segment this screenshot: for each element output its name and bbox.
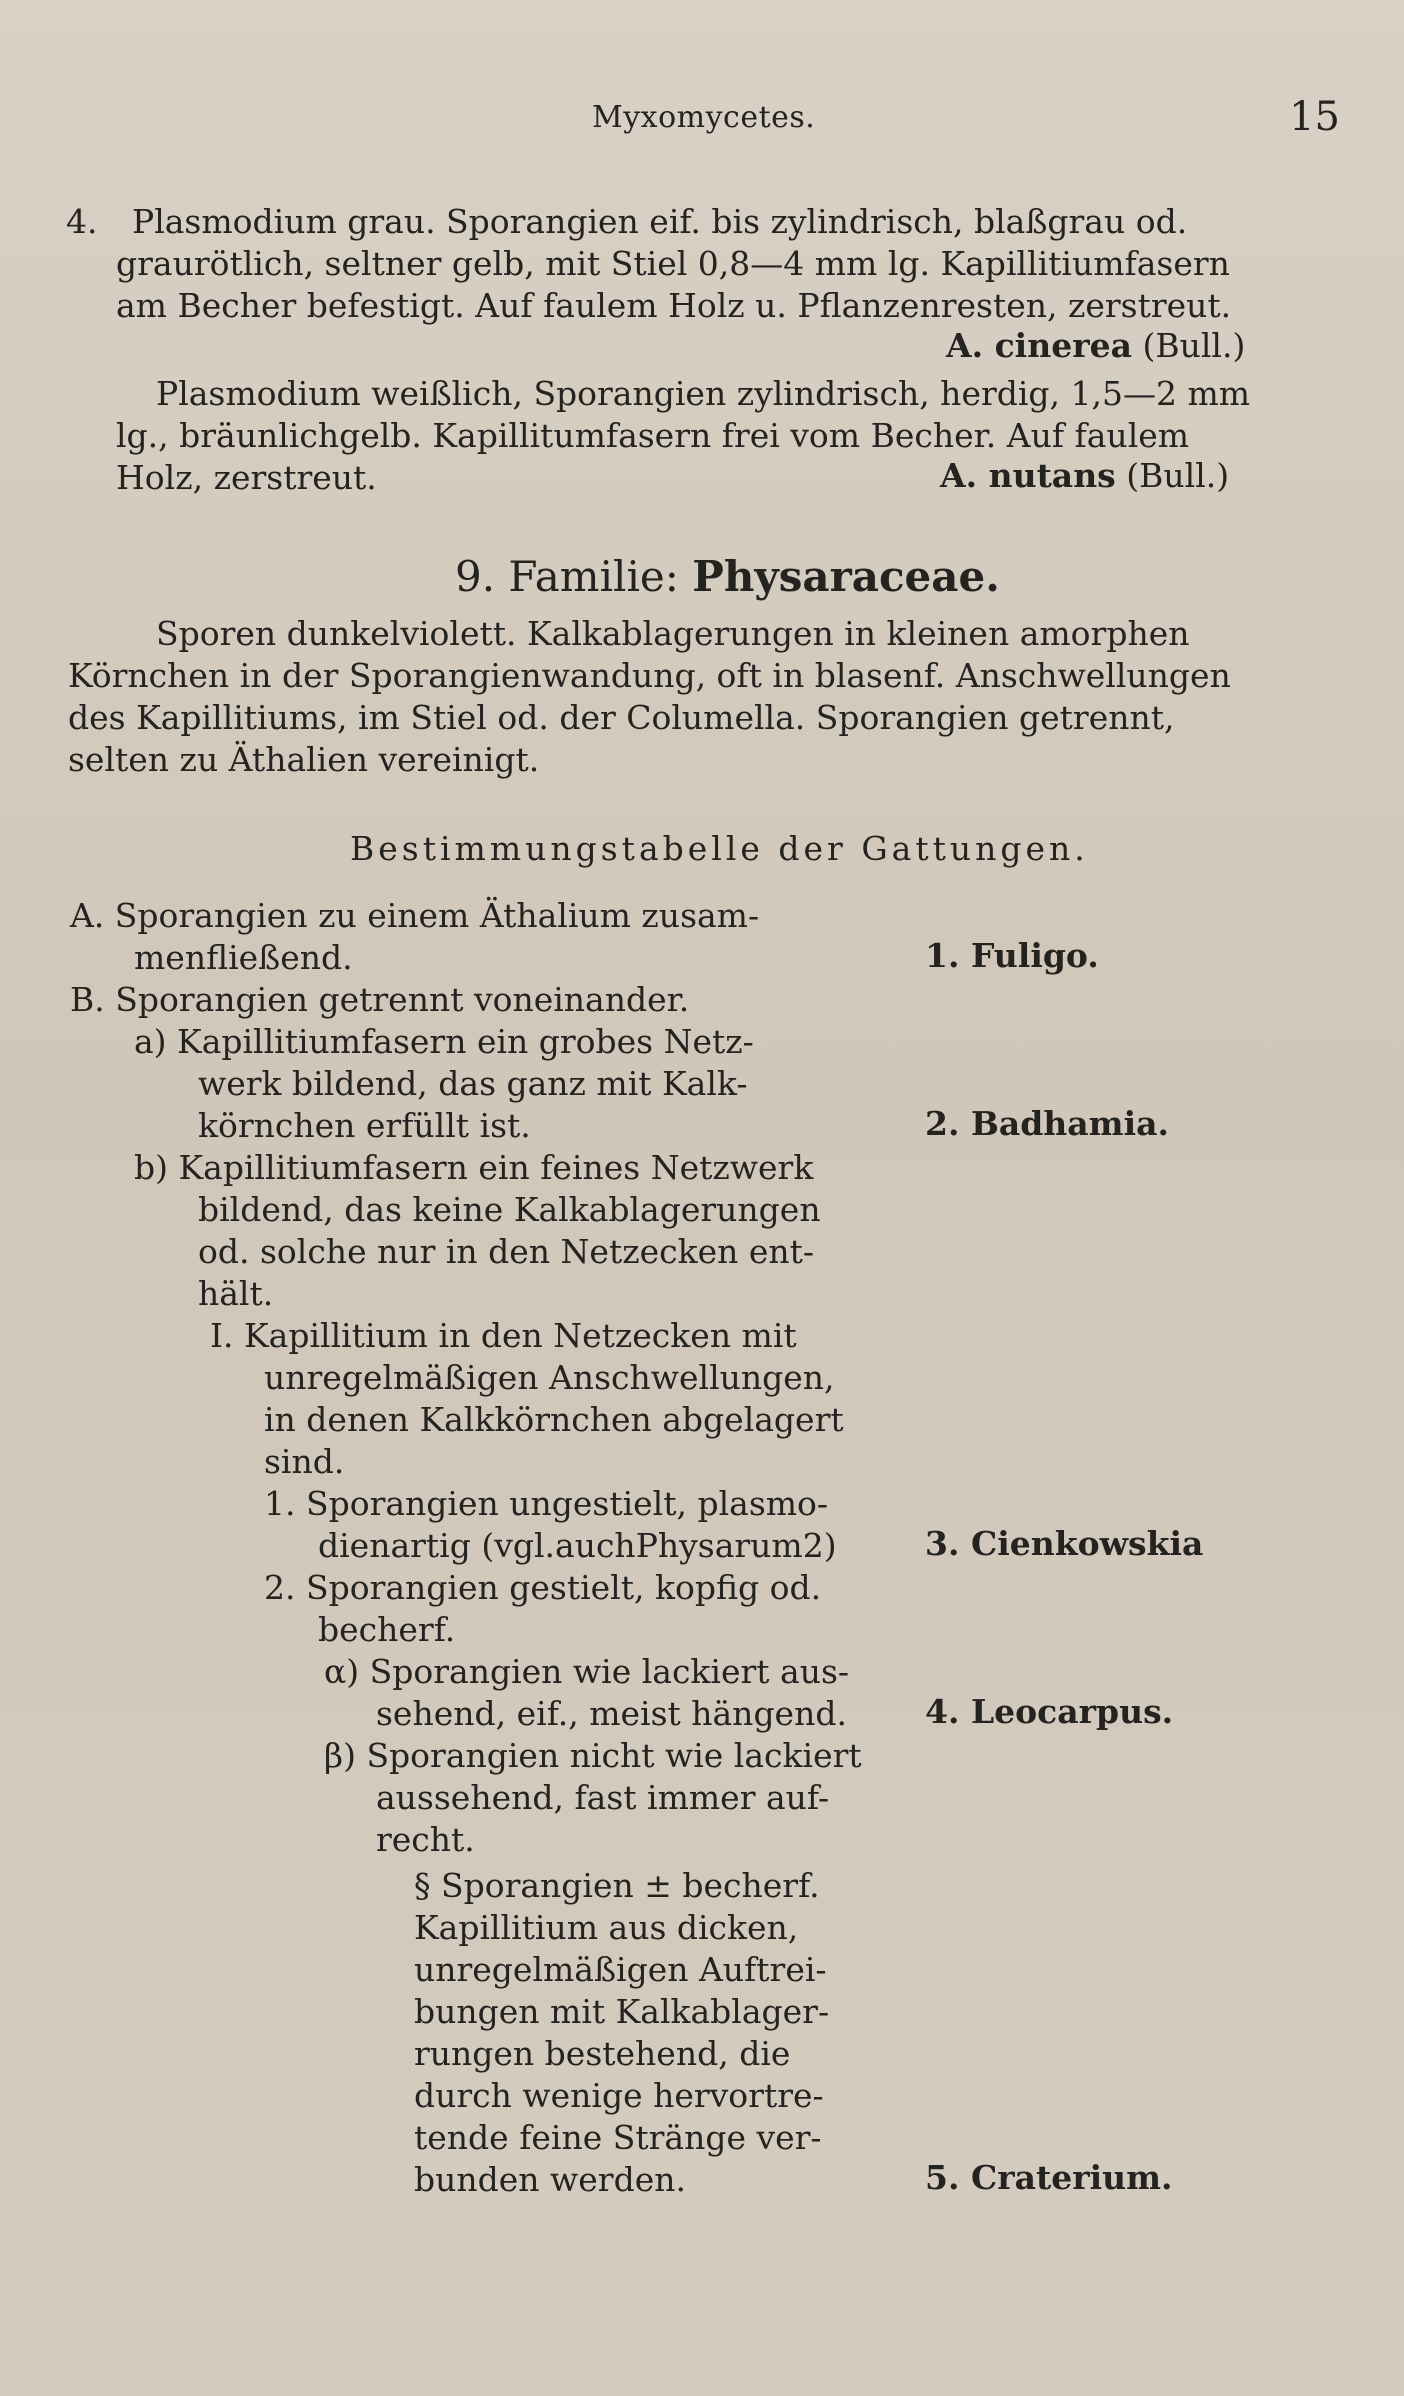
key-line: 1. Sporangien ungestielt, plasmo- xyxy=(264,1484,829,1523)
species-desc-line: Plasmodium weißlich, Sporangien zylindrisch, herdig, 1,5—2 mm xyxy=(156,374,1251,413)
key-heading: Bestimmungstabelle der Gattungen. xyxy=(350,829,1089,868)
key-line: rungen bestehend, die xyxy=(414,2034,791,2073)
key-line: bildend, das keine Kalkablagerungen xyxy=(198,1190,821,1229)
species-desc-line: Plasmodium grau. Sporangien eif. bis zylindrisch, blaßgrau od. xyxy=(132,202,1188,241)
species-desc-line: am Becher befestigt. Auf faulem Holz u. Pflanzenresten, zerstreut. xyxy=(116,286,1232,325)
key-line: b) Kapillitiumfasern ein feines Netzwerk xyxy=(134,1148,814,1187)
key-line: od. solche nur in den Netzecken ent- xyxy=(198,1232,815,1271)
key-line: dienartig (vgl.auchPhysarum2) xyxy=(318,1526,837,1565)
key-line: becherf. xyxy=(318,1610,456,1649)
page-number: 15 xyxy=(1289,94,1340,140)
key-line: unregelmäßigen Auftrei- xyxy=(414,1950,827,1989)
family-desc-line: Körnchen in der Sporangienwandung, oft in blasenf. Anschwellungen xyxy=(68,656,1231,695)
key-line: I. Kapillitium in den Netzecken mit xyxy=(210,1316,797,1355)
key-line: körnchen erfüllt ist. xyxy=(198,1106,531,1145)
key-line: durch wenige hervortre- xyxy=(414,2076,824,2115)
key-line: α) Sporangien wie lackiert aus- xyxy=(324,1652,850,1691)
key-line: § Sporangien ± becherf. xyxy=(414,1866,820,1905)
key-line: β) Sporangien nicht wie lackiert xyxy=(324,1736,862,1775)
key-line: in denen Kalkkörnchen abgelagert xyxy=(264,1400,844,1439)
key-line: recht. xyxy=(376,1820,475,1859)
key-line: bungen mit Kalkablager- xyxy=(414,1992,830,2031)
genus-entry: 3. Cienkowskia xyxy=(925,1524,1204,1563)
family-prefix: 9. Familie: xyxy=(455,552,679,601)
key-line: sehend, eif., meist hängend. xyxy=(376,1694,847,1733)
key-line: tende feine Stränge ver- xyxy=(414,2118,822,2157)
key-line: hält. xyxy=(198,1274,274,1313)
key-line: a) Kapillitiumfasern ein grobes Netz- xyxy=(134,1022,754,1061)
species-name-text: A. nutans xyxy=(940,456,1116,495)
genus-entry: 2. Badhamia. xyxy=(925,1104,1169,1143)
running-head: Myxomycetes. xyxy=(592,100,816,135)
species-author: (Bull.) xyxy=(1126,456,1230,495)
key-line: A. Sporangien zu einem Äthalium zusam- xyxy=(70,896,760,935)
key-line: 2. Sporangien gestielt, kopfig od. xyxy=(264,1568,822,1607)
family-name: Physaraceae. xyxy=(692,552,1000,601)
key-line: menfließend. xyxy=(134,938,353,977)
species-name xyxy=(946,326,1245,365)
species-desc-line: Holz, zerstreut. xyxy=(116,458,377,497)
family-desc-line: des Kapillitiums, im Stiel od. der Columella. Sporangien getrennt, xyxy=(68,698,1175,737)
family-heading xyxy=(455,552,1000,601)
family-desc-line: Sporen dunkelviolett. Kalkablagerungen in kleinen amorphen xyxy=(156,614,1190,653)
genus-entry: 5. Craterium. xyxy=(925,2158,1173,2197)
species-author: (Bull.) xyxy=(1142,326,1246,365)
key-line: aussehend, fast immer auf- xyxy=(376,1778,830,1817)
species-number: 4. xyxy=(66,202,98,241)
genus-entry: 1. Fuligo. xyxy=(925,936,1099,975)
genus-entry: 4. Leocarpus. xyxy=(925,1692,1174,1731)
key-line: unregelmäßigen Anschwellungen, xyxy=(264,1358,835,1397)
key-line: werk bildend, das ganz mit Kalk- xyxy=(198,1064,748,1103)
species-name xyxy=(940,456,1229,495)
species-name-text: A. cinerea xyxy=(946,326,1132,365)
species-desc-line: lg., bräunlichgelb. Kapillitumfasern frei vom Becher. Auf faulem xyxy=(116,416,1190,455)
species-desc-line: graurötlich, seltner gelb, mit Stiel 0,8—4 mm lg. Kapillitiumfasern xyxy=(116,244,1230,283)
key-line: bunden werden. xyxy=(414,2160,686,2199)
key-line: sind. xyxy=(264,1442,345,1481)
key-line: Kapillitium aus dicken, xyxy=(414,1908,799,1947)
family-desc-line: selten zu Äthalien vereinigt. xyxy=(68,740,540,779)
key-line: B. Sporangien getrennt voneinander. xyxy=(70,980,690,1019)
